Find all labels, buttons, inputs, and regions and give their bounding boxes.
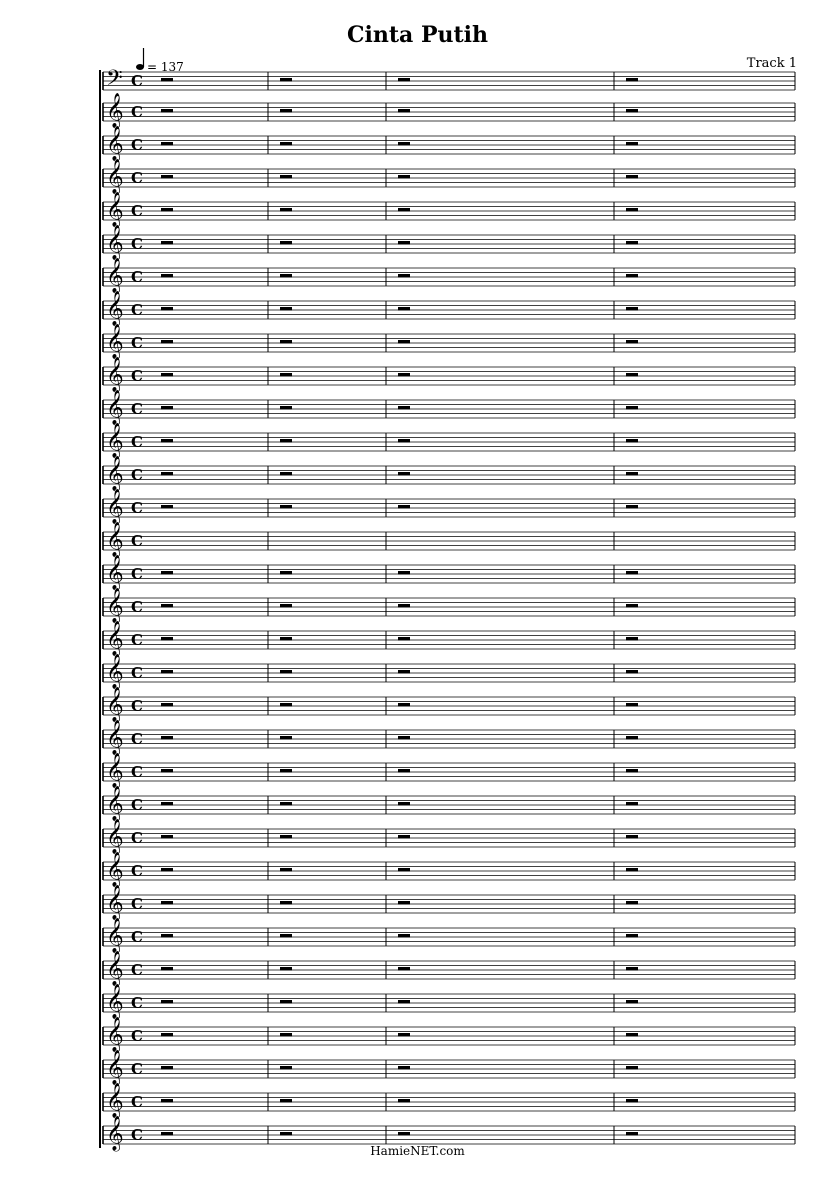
whole-rest-icon: [398, 274, 410, 278]
whole-rest-icon: [626, 208, 638, 212]
staff: [103, 456, 795, 492]
whole-rest-icon: [398, 208, 410, 212]
whole-rest-icon: [398, 934, 410, 938]
whole-rest-icon: [161, 670, 173, 674]
whole-rest-icon: [280, 340, 292, 344]
whole-rest-icon: [398, 109, 410, 113]
whole-rest-icon: [626, 307, 638, 311]
time-signature: C: [131, 268, 143, 286]
staff: [103, 984, 795, 1020]
staff: [103, 885, 795, 921]
time-signature: C: [131, 895, 143, 913]
time-signature: C: [131, 334, 143, 352]
time-signature: C: [131, 862, 143, 880]
whole-rest-icon: [398, 1033, 410, 1037]
time-signature: C: [131, 400, 143, 418]
whole-rest-icon: [398, 1099, 410, 1103]
treble-clef-icon: 𝄞: [106, 291, 124, 326]
staff: [103, 258, 795, 294]
whole-rest-icon: [398, 241, 410, 245]
whole-rest-icon: [626, 604, 638, 608]
treble-clef-icon: 𝄞: [106, 588, 124, 623]
treble-clef-icon: 𝄞: [106, 93, 124, 128]
whole-rest-icon: [280, 637, 292, 641]
whole-rest-icon: [626, 1033, 638, 1037]
whole-rest-icon: [161, 373, 173, 377]
treble-clef-icon: 𝄞: [106, 423, 124, 458]
treble-clef-icon: 𝄞: [106, 555, 124, 590]
treble-clef-icon: 𝄞: [106, 258, 124, 293]
whole-rest-icon: [280, 934, 292, 938]
time-signature: C: [131, 433, 143, 451]
whole-rest-icon: [161, 241, 173, 245]
whole-rest-icon: [161, 571, 173, 575]
staff: [103, 1083, 795, 1119]
whole-rest-icon: [161, 1000, 173, 1004]
treble-clef-icon: 𝄞: [106, 687, 124, 722]
whole-rest-icon: [280, 1066, 292, 1070]
whole-rest-icon: [161, 604, 173, 608]
whole-rest-icon: [161, 736, 173, 740]
treble-clef-icon: 𝄞: [106, 852, 124, 887]
whole-rest-icon: [161, 406, 173, 410]
time-signature: C: [131, 829, 143, 847]
treble-clef-icon: 𝄞: [106, 1050, 124, 1085]
whole-rest-icon: [280, 769, 292, 773]
whole-rest-icon: [626, 373, 638, 377]
staff: [103, 66, 795, 96]
staff: [103, 159, 795, 195]
whole-rest-icon: [161, 109, 173, 113]
whole-rest-icon: [280, 109, 292, 113]
whole-rest-icon: [161, 505, 173, 509]
whole-rest-icon: [398, 967, 410, 971]
whole-rest-icon: [626, 340, 638, 344]
whole-rest-icon: [626, 78, 638, 82]
whole-rest-icon: [280, 505, 292, 509]
whole-rest-icon: [280, 241, 292, 245]
whole-rest-icon: [280, 472, 292, 476]
time-signature: C: [131, 169, 143, 187]
staff: [103, 489, 795, 525]
whole-rest-icon: [626, 868, 638, 872]
whole-rest-icon: [398, 571, 410, 575]
whole-rest-icon: [626, 1000, 638, 1004]
whole-rest-icon: [398, 637, 410, 641]
staff-systems: [100, 48, 795, 1152]
whole-rest-icon: [280, 736, 292, 740]
whole-rest-icon: [398, 736, 410, 740]
whole-rest-icon: [626, 1132, 638, 1136]
whole-rest-icon: [161, 703, 173, 707]
bass-clef-icon: 𝄢: [106, 66, 123, 96]
staff: [103, 126, 795, 162]
staff: [103, 687, 795, 723]
whole-rest-icon: [626, 637, 638, 641]
footer-credit: HamieNET.com: [370, 1144, 465, 1158]
whole-rest-icon: [398, 604, 410, 608]
whole-rest-icon: [398, 802, 410, 806]
whole-rest-icon: [626, 439, 638, 443]
whole-rest-icon: [161, 1033, 173, 1037]
whole-rest-icon: [398, 505, 410, 509]
time-signature: C: [131, 1126, 143, 1144]
whole-rest-icon: [398, 1000, 410, 1004]
whole-rest-icon: [280, 439, 292, 443]
time-signature: C: [131, 730, 143, 748]
whole-rest-icon: [398, 1066, 410, 1070]
staff: [103, 588, 795, 624]
whole-rest-icon: [626, 1066, 638, 1070]
treble-clef-icon: 𝄞: [106, 324, 124, 359]
staff: [103, 192, 795, 228]
whole-rest-icon: [280, 142, 292, 146]
staff: [103, 357, 795, 393]
whole-rest-icon: [280, 703, 292, 707]
treble-clef-icon: 𝄞: [106, 390, 124, 425]
treble-clef-icon: 𝄞: [106, 159, 124, 194]
whole-rest-icon: [280, 604, 292, 608]
time-signature: C: [131, 532, 143, 550]
whole-rest-icon: [280, 1033, 292, 1037]
whole-rest-icon: [626, 571, 638, 575]
time-signature: C: [131, 72, 143, 90]
treble-clef-icon: 𝄞: [106, 489, 124, 524]
time-signature: C: [131, 1027, 143, 1045]
whole-rest-icon: [626, 835, 638, 839]
whole-rest-icon: [626, 241, 638, 245]
whole-rest-icon: [161, 142, 173, 146]
time-signature: C: [131, 1093, 143, 1111]
staff: [103, 93, 795, 129]
staff: [103, 225, 795, 261]
whole-rest-icon: [161, 802, 173, 806]
treble-clef-icon: 𝄞: [106, 1116, 124, 1151]
staff: [103, 555, 795, 591]
time-signature: C: [131, 961, 143, 979]
whole-rest-icon: [398, 703, 410, 707]
whole-rest-icon: [161, 637, 173, 641]
staff: [103, 720, 795, 756]
whole-rest-icon: [398, 868, 410, 872]
whole-rest-icon: [161, 1132, 173, 1136]
staff: [103, 522, 795, 558]
time-signature: C: [131, 565, 143, 583]
whole-rest-icon: [398, 340, 410, 344]
whole-rest-icon: [398, 769, 410, 773]
whole-rest-icon: [161, 967, 173, 971]
time-signature: C: [131, 763, 143, 781]
whole-rest-icon: [280, 802, 292, 806]
staff: [103, 324, 795, 360]
whole-rest-icon: [161, 1066, 173, 1070]
whole-rest-icon: [280, 406, 292, 410]
whole-rest-icon: [626, 769, 638, 773]
staff: [103, 423, 795, 459]
treble-clef-icon: 𝄞: [106, 819, 124, 854]
whole-rest-icon: [626, 1099, 638, 1103]
whole-rest-icon: [626, 934, 638, 938]
time-signature: C: [131, 928, 143, 946]
time-signature: C: [131, 499, 143, 517]
whole-rest-icon: [280, 175, 292, 179]
whole-rest-icon: [161, 472, 173, 476]
whole-rest-icon: [161, 439, 173, 443]
whole-rest-icon: [398, 142, 410, 146]
whole-rest-icon: [398, 78, 410, 82]
whole-rest-icon: [161, 340, 173, 344]
whole-rest-icon: [398, 901, 410, 905]
time-signature: C: [131, 466, 143, 484]
whole-rest-icon: [626, 142, 638, 146]
time-signature: C: [131, 598, 143, 616]
whole-rest-icon: [398, 439, 410, 443]
whole-rest-icon: [626, 109, 638, 113]
time-signature: C: [131, 235, 143, 253]
whole-rest-icon: [626, 670, 638, 674]
treble-clef-icon: 𝄞: [106, 786, 124, 821]
whole-rest-icon: [161, 868, 173, 872]
tempo-marking: = 137: [147, 60, 184, 74]
staff: [103, 1050, 795, 1086]
time-signature: C: [131, 1060, 143, 1078]
whole-rest-icon: [280, 78, 292, 82]
whole-rest-icon: [280, 571, 292, 575]
time-signature: C: [131, 796, 143, 814]
whole-rest-icon: [161, 901, 173, 905]
treble-clef-icon: 𝄞: [106, 1083, 124, 1118]
treble-clef-icon: 𝄞: [106, 753, 124, 788]
whole-rest-icon: [161, 934, 173, 938]
score-title: Cinta Putih: [347, 22, 488, 48]
whole-rest-icon: [398, 1132, 410, 1136]
staff: [103, 918, 795, 954]
staff: [103, 291, 795, 327]
time-signature: C: [131, 994, 143, 1012]
whole-rest-icon: [626, 736, 638, 740]
time-signature: C: [131, 367, 143, 385]
whole-rest-icon: [161, 1099, 173, 1103]
treble-clef-icon: 𝄞: [106, 654, 124, 689]
whole-rest-icon: [398, 373, 410, 377]
whole-rest-icon: [280, 373, 292, 377]
treble-clef-icon: 𝄞: [106, 984, 124, 1019]
time-signature: C: [131, 103, 143, 121]
treble-clef-icon: 𝄞: [106, 522, 124, 557]
whole-rest-icon: [161, 307, 173, 311]
whole-rest-icon: [626, 505, 638, 509]
whole-rest-icon: [626, 802, 638, 806]
treble-clef-icon: 𝄞: [106, 225, 124, 260]
whole-rest-icon: [626, 175, 638, 179]
time-signature: C: [131, 301, 143, 319]
whole-rest-icon: [398, 472, 410, 476]
treble-clef-icon: 𝄞: [106, 1017, 124, 1052]
time-signature: C: [131, 136, 143, 154]
whole-rest-icon: [280, 967, 292, 971]
time-signature: C: [131, 697, 143, 715]
treble-clef-icon: 𝄞: [106, 456, 124, 491]
treble-clef-icon: 𝄞: [106, 951, 124, 986]
time-signature: C: [131, 202, 143, 220]
staff: [103, 951, 795, 987]
staff: [103, 390, 795, 426]
track-label: Track 1: [746, 56, 797, 71]
whole-rest-icon: [280, 208, 292, 212]
whole-rest-icon: [398, 406, 410, 410]
staff: [103, 786, 795, 822]
tempo-note-icon: [136, 64, 144, 70]
treble-clef-icon: 𝄞: [106, 126, 124, 161]
staff: [103, 753, 795, 789]
whole-rest-icon: [161, 769, 173, 773]
whole-rest-icon: [161, 175, 173, 179]
time-signature: C: [131, 664, 143, 682]
whole-rest-icon: [280, 868, 292, 872]
treble-clef-icon: 𝄞: [106, 357, 124, 392]
staff: [103, 1017, 795, 1053]
treble-clef-icon: 𝄞: [106, 621, 124, 656]
whole-rest-icon: [280, 670, 292, 674]
time-signature: C: [131, 631, 143, 649]
treble-clef-icon: 𝄞: [106, 192, 124, 227]
whole-rest-icon: [626, 406, 638, 410]
whole-rest-icon: [398, 670, 410, 674]
whole-rest-icon: [280, 901, 292, 905]
whole-rest-icon: [161, 208, 173, 212]
staff: [103, 621, 795, 657]
whole-rest-icon: [626, 703, 638, 707]
whole-rest-icon: [280, 1000, 292, 1004]
whole-rest-icon: [626, 472, 638, 476]
staff: [103, 852, 795, 888]
whole-rest-icon: [626, 901, 638, 905]
whole-rest-icon: [161, 835, 173, 839]
whole-rest-icon: [398, 307, 410, 311]
staff: [103, 819, 795, 855]
whole-rest-icon: [280, 274, 292, 278]
treble-clef-icon: 𝄞: [106, 885, 124, 920]
whole-rest-icon: [398, 175, 410, 179]
whole-rest-icon: [280, 1132, 292, 1136]
whole-rest-icon: [626, 967, 638, 971]
whole-rest-icon: [161, 274, 173, 278]
whole-rest-icon: [398, 835, 410, 839]
whole-rest-icon: [280, 835, 292, 839]
treble-clef-icon: 𝄞: [106, 918, 124, 953]
whole-rest-icon: [280, 1099, 292, 1103]
staff: [103, 654, 795, 690]
whole-rest-icon: [161, 78, 173, 82]
whole-rest-icon: [626, 274, 638, 278]
whole-rest-icon: [280, 307, 292, 311]
treble-clef-icon: 𝄞: [106, 720, 124, 755]
